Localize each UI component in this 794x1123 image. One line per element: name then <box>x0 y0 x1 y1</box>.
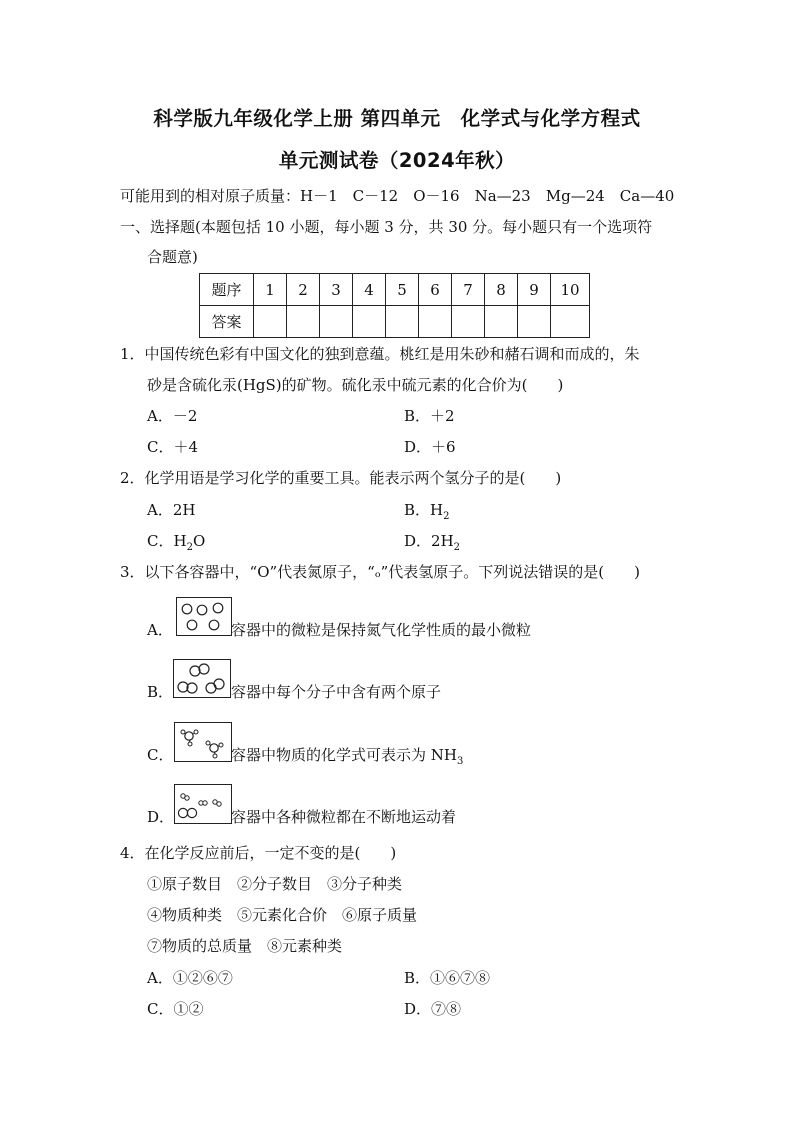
table-number: 1 <box>254 274 287 306</box>
table-label-answer: 答案 <box>200 306 254 338</box>
q4-option-d[interactable]: D．⑦⑧ <box>404 1000 462 1018</box>
answer-cell[interactable] <box>551 306 590 338</box>
q3-option-d-label[interactable]: D． <box>147 808 175 826</box>
q3-container-a-diagram <box>176 597 232 636</box>
answer-cell[interactable] <box>518 306 551 338</box>
answer-cell[interactable] <box>419 306 452 338</box>
answer-cell[interactable] <box>353 306 386 338</box>
q2-option-d[interactable] <box>404 531 460 558</box>
q2-option-c[interactable] <box>147 531 205 558</box>
table-number: 4 <box>353 274 386 306</box>
table-number: 6 <box>419 274 452 306</box>
q4-items-line1: ①原子数目 ②分子数目 ③分子种类 <box>147 875 403 893</box>
q1-stem-line2: 砂是含硫化汞(HgS)的矿物。硫化汞中硫元素的化合价为( ) <box>147 376 564 394</box>
ammonia-molecules-diagram <box>175 723 231 761</box>
q2-c-subscript: 2 <box>186 542 193 553</box>
section1-heading: 一、选择题(本题包括 10 小题，每小题 3 分，共 30 分。每小题只有一个选项符 <box>120 218 653 236</box>
q2-c-text: C．H <box>147 532 187 550</box>
q2-d-text: D．2H <box>404 532 454 550</box>
atomic-masses: 可能用到的相对原子质量：H－1 C－12 O－16 Na—23 Mg—24 Ca—40 <box>120 187 675 205</box>
table-number: 10 <box>551 274 590 306</box>
q3-container-b-diagram <box>173 659 231 698</box>
q3-container-c-diagram <box>174 722 232 762</box>
q3-option-b-label[interactable]: B． <box>147 683 174 701</box>
q4-items-line3: ⑦物质的总质量 ⑧元素种类 <box>147 937 343 955</box>
q3-option-c-text[interactable] <box>231 745 463 772</box>
q4-items-line2: ④物质种类 ⑤元素化合价 ⑥原子质量 <box>147 906 418 924</box>
q2-c-text-end: O <box>192 532 206 550</box>
q1-option-c[interactable]: C．＋4 <box>147 438 199 456</box>
q3-option-d-text[interactable]: 容器中各种微粒都在不断地运动着 <box>231 808 457 826</box>
q4-option-c[interactable]: C．①② <box>147 1000 204 1018</box>
answer-cell[interactable] <box>452 306 485 338</box>
q2-b-text: B．H <box>404 501 444 519</box>
q1-option-a[interactable]: A．－2 <box>147 407 198 425</box>
answer-cell[interactable] <box>287 306 320 338</box>
q2-option-b[interactable] <box>404 500 449 527</box>
q2-stem: 2．化学用语是学习化学的重要工具。能表示两个氢分子的是( ) <box>120 469 562 487</box>
answer-cell[interactable] <box>485 306 518 338</box>
q3-option-b-text[interactable]: 容器中每个分子中含有两个原子 <box>231 683 442 701</box>
table-number: 5 <box>386 274 419 306</box>
q3-option-a-label[interactable]: A． <box>147 621 173 639</box>
answer-table-row-numbers <box>200 274 590 306</box>
nitrogen-molecules-diagram <box>174 660 230 697</box>
q2-b-subscript: 2 <box>443 511 450 522</box>
table-number: 2 <box>287 274 320 306</box>
q3-option-c-label[interactable]: C． <box>147 746 174 764</box>
q3-c-text: 容器中物质的化学式可表示为 NH <box>231 746 457 764</box>
table-number: 7 <box>452 274 485 306</box>
answer-cell[interactable] <box>320 306 353 338</box>
q3-c-subscript: 3 <box>456 756 464 767</box>
q2-option-a[interactable]: A．2H <box>147 501 196 519</box>
q1-option-d[interactable]: D．＋6 <box>404 438 456 456</box>
q3-stem: 3．以下各容器中，“O”代表氮原子，“ₒ”代表氢原子。下列说法错误的是( ) <box>120 563 641 581</box>
table-number: 9 <box>518 274 551 306</box>
table-number: 8 <box>485 274 518 306</box>
section1-heading-cont: 合题意) <box>147 248 198 266</box>
q4-stem: 4．在化学反应前后，一定不变的是( ) <box>120 844 397 862</box>
nitrogen-atoms-diagram <box>177 598 231 635</box>
q2-d-subscript: 2 <box>453 542 461 553</box>
q1-option-b[interactable]: B．＋2 <box>404 407 455 425</box>
q3-option-a-text[interactable]: 容器中的微粒是保持氮气化学性质的最小微粒 <box>231 621 532 639</box>
table-number: 3 <box>320 274 353 306</box>
q4-option-b[interactable]: B．①⑥⑦⑧ <box>404 969 491 987</box>
table-label-question-number: 题序 <box>200 274 254 306</box>
title-line-2: 单元测试卷（2024年秋） <box>278 149 516 172</box>
answer-table-row-answers <box>200 306 590 338</box>
q1-stem-line1: 1．中国传统色彩有中国文化的独到意蕴。桃红是用朱砂和赭石调和而成的，朱 <box>120 345 640 363</box>
title-line-1: 科学版九年级化学上册 第四单元 化学式与化学方程式 <box>153 107 641 130</box>
answer-cell[interactable] <box>386 306 419 338</box>
q4-option-a[interactable]: A．①②⑥⑦ <box>147 969 233 987</box>
answer-cell[interactable] <box>254 306 287 338</box>
q3-container-d-diagram <box>174 784 232 824</box>
answer-table <box>199 273 590 338</box>
mixed-particles-diagram <box>175 785 231 823</box>
